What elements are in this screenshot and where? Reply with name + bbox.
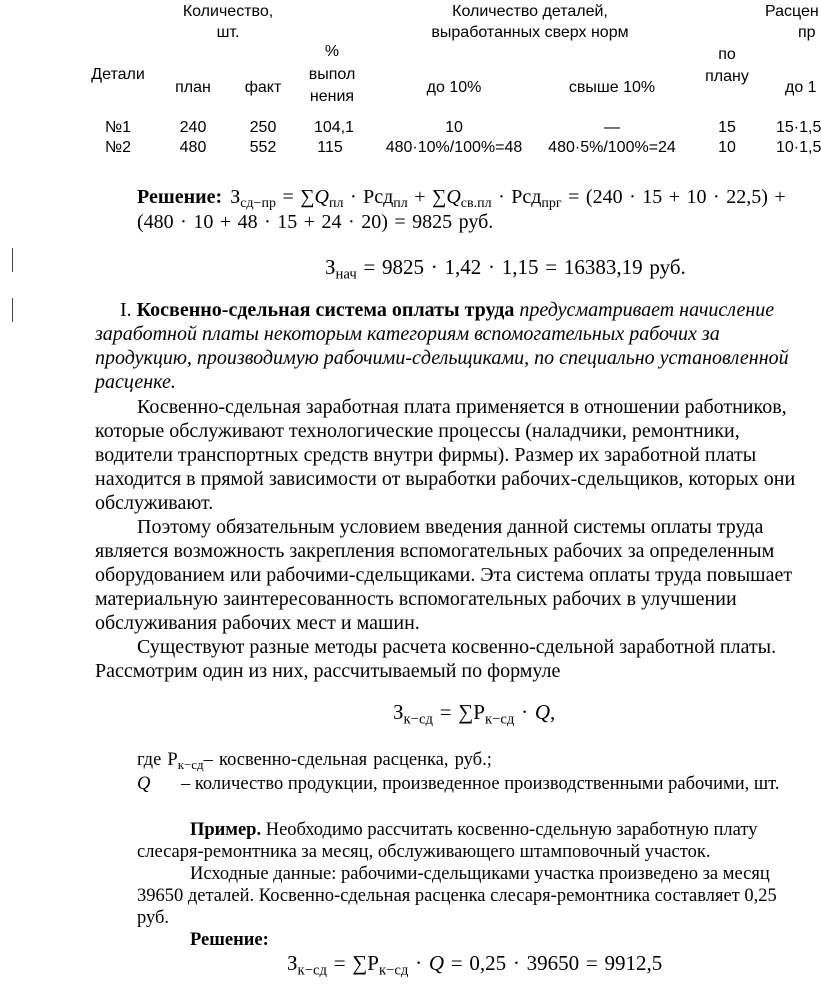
formula-text: – косвенно-сдельная расценка, руб.; [203,750,492,770]
formula-variable: Q [446,186,461,208]
formula-text: = (240 · 15 + 10 · 22,5) + [561,186,786,208]
example-line-5: руб. [137,908,170,928]
quantity-symbol: Q [137,774,151,794]
section-term: Косвенно-сдельная система оплаты труда [136,299,515,321]
formula-subscript: к−сд [484,711,515,728]
formula-text: · Рсд [491,186,542,208]
formula-text: З [393,700,404,724]
solution-line-2 [137,207,816,237]
header-quantity-line-2: шт. [216,24,240,41]
formula-text: = ∑ [275,186,315,208]
row-2-by-plan: 10 [718,139,736,156]
header-parts: Детали [91,66,145,83]
intro-line-4: расценке. [95,371,176,393]
formula-subscript: пл [328,196,344,212]
formula-text: · [514,700,535,724]
definition-quantity-symbol [137,769,150,799]
header-extra-parts-line-2: выработанных сверх норм [431,24,629,41]
formula-text: З [325,255,336,279]
example-label: Пример. [190,820,262,840]
paragraph-4-line: Рассмотрим один из них, рассчитываемый по формуле [95,660,561,682]
paragraph-2-line: водители транспортных средств внутри фирмы). Размер их заработной платы [95,444,757,466]
formula-subscript: к−сд [378,962,409,979]
formula-text: (480 · 10 + 48 · 15 + 24 · 20) = 9825 руб. [137,211,494,233]
example-line-2: слесаря-ремонтника за месяц, обслуживающего штамповочный участок. [137,842,711,862]
paragraph-3-line: Поэтому обязательным условием введения данной системы оплаты труда [137,516,764,538]
row-1-over-10: — [604,119,620,136]
formula-subscript: сд−пр [240,196,276,212]
formula-subscript: к−сд [177,756,204,772]
header-rate-line-2: пр [798,24,816,41]
row-2-rate: 10·1,5 [776,139,821,156]
header-by-plan-line-1: по [718,46,736,63]
formula-text: = 0,25 · 39650 = 9912,5 [444,951,663,975]
formula-subscript: к−сд [297,962,327,979]
section-numeral: I. [120,299,132,321]
formula-subscript: прг [541,196,562,212]
formula-subscript: св.пл [460,196,492,212]
paragraph-3-line: является возможность закрепления вспомогательных рабочих за определенным [95,540,775,562]
paragraph-2-line: обслуживают. [95,492,214,514]
example-text: Необходимо рассчитать косвенно-сдельную заработную плату [265,820,758,840]
solution-formula-1 [230,186,786,212]
example-line-1 [190,819,816,841]
paragraph-3-line: оборудованием или рабочими-сдельщиками. Эта система оплаты труда повышает [95,564,793,586]
formula-text: · Рсд [343,186,394,208]
header-rate-line-1: Расцен [765,3,819,20]
formula-text: + ∑ [407,186,447,208]
intro-text: предусматривает начисление [519,299,775,321]
formula-subscript: пл [393,196,408,212]
row-1-rate: 15·1,5 [776,119,821,136]
paragraph-2-line: находится в прямой зависимости от выработки рабочих-сдельщиков, которых они [95,468,796,490]
formula-subscript: нач [335,266,357,283]
intro-line-3: продукцию, производимую рабочими-сдельщиками, по специально установленной [95,347,789,369]
header-percent-line-3: нения [309,88,355,105]
example-formula [287,948,816,985]
paragraph-2-line: которые обслуживают технологические процессы (наладчики, ремонтники, [95,420,740,442]
change-bar [12,248,13,272]
row-2-fact: 552 [249,139,277,156]
row-1-percent: 104,1 [313,119,355,136]
formula-text: = 9825 · 1,42 · 1,15 = 16383,19 руб. [356,255,686,279]
change-bar [12,298,13,322]
row-1-fact: 250 [249,119,277,136]
header-fact: факт [244,79,282,96]
formula-text: где Р [137,750,178,770]
header-percent-line-1: % [324,43,340,60]
paragraph-4-line: Существуют разные методы расчета косвенно-сдельной заработной платы. [137,636,777,658]
paragraph-3-line: обслуживания рабочих мест и машин. [95,612,420,634]
row-2-percent: 115 [317,139,343,156]
header-percent-line-2: выпол [308,66,356,83]
formula-subscript: к−сд [403,711,433,728]
intro-line-2: заработной платы некоторым категориям вспомогательных рабочих за [95,323,720,345]
header-quantity-line-1: Количество, [182,3,274,20]
header-plan: план [175,79,211,96]
definition-quantity-text: – количество продукции, произведенное производственными рабочими, шт. [181,774,780,794]
row-2-plan: 480 [179,139,207,156]
example-solution-label: Решение: [190,930,269,950]
paragraph-3-line: материальную заинтересованность вспомогательных рабочих в улучшении [95,588,737,610]
header-extra-parts-line-1: Количество деталей, [452,3,608,20]
example-line-4: 39650 деталей. Косвенно-сдельная расценка слесаря-ремонтника составляет 0,25 [137,886,777,906]
indirect-piece-rate-formula [393,697,816,734]
header-up-to-10: до 10% [426,79,482,96]
row-1-plan: 240 [179,119,207,136]
header-over-10: свыше 10% [568,79,656,96]
row-1-by-plan: 15 [718,119,736,136]
formula-variable: Q [534,700,551,724]
formula-text: = ∑Р [326,951,379,975]
header-rate-up-to: до 1 [785,79,817,96]
example-line-3: Исходные данные: рабочими-сдельщиками участка произведено за месяц [190,864,770,884]
formula-text: З [230,186,241,208]
row-2-over-10: 480·5%/100%=24 [548,139,676,156]
header-by-plan-line-2: плану [705,68,749,85]
paragraph-2-line: Косвенно-сдельная заработная плата применяется в отношении работников, [137,396,787,418]
formula-text: = ∑Р [432,700,485,724]
formula-text: З [287,951,298,975]
initial-salary-formula [325,252,816,289]
row-1-part: №1 [104,119,132,136]
row-1-up-to-10: 10 [445,119,463,136]
formula-text: , [550,700,556,724]
solution-label: Решение: [137,186,223,208]
row-2-part: №2 [104,139,132,156]
intro-line-1 [120,298,816,322]
formula-text: · [408,951,429,975]
formula-variable: Q [314,186,329,208]
row-2-up-to-10: 480·10%/100%=48 [385,139,523,156]
formula-variable: Q [428,951,445,975]
